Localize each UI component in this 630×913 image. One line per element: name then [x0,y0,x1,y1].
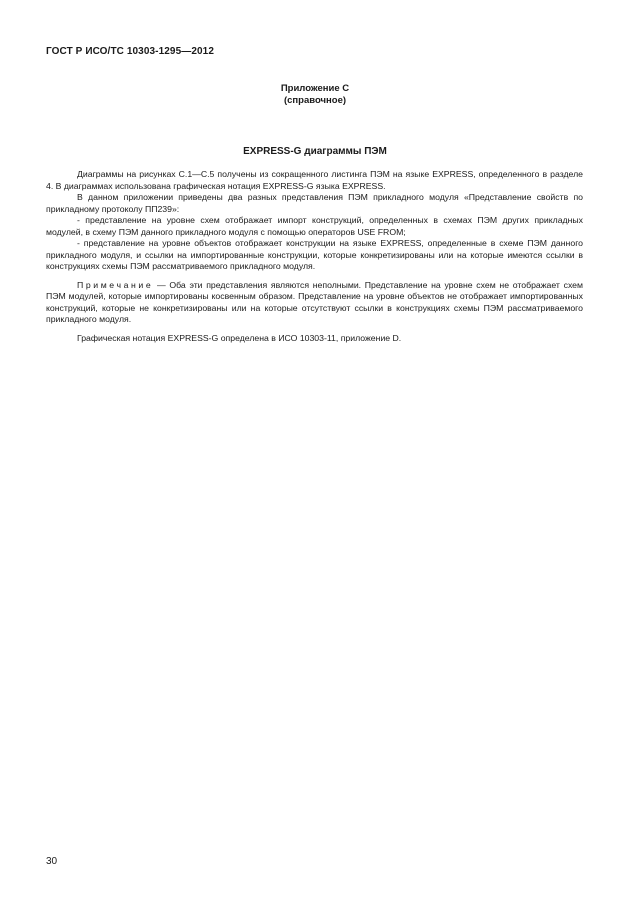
document-header: ГОСТ Р ИСО/ТС 10303-1295—2012 [46,46,214,57]
annex-title: Приложение С [280,83,350,94]
annex-heading [0,83,630,107]
page-number: 30 [46,856,58,867]
paragraph-schema-level: - представление на уровне схем отображает импорт конструкций, определенных в схемах ПЭМ других прикладных модулей, в схему ПЭМ данного прикладного модуля с помощью операторов USE FROM; [46,215,583,237]
note-text: — Оба эти представления являются неполными. Представление на уровне схем не отображает схем ПЭМ модулей, которые импортированы косвенным образом. Представление на уровне объектов не отображает импортированных конструкций, которые не конкретизированы или на которые отсутствуют ссылки в конструкциях схемы ПЭМ рассматриваемого прикладного модуля. [46,279,583,324]
body-text [46,169,583,344]
note-label: Примечание [77,279,154,290]
paragraph-entity-level: - представление на уровне объектов отображает конструкции на языке EXPRESS, определенные в схеме ПЭМ данного прикладного модуля, и ссылки на импортированные конструкции, которые конкретизированы или на которые имеются ссылки в конструкциях схемы ПЭМ рассматриваемого прикладного модуля. [46,238,583,271]
paragraph-representations: В данном приложении приведены два разных представления ПЭМ прикладного модуля «Представление свойств по прикладному протоколу ПП239»: [46,192,583,214]
note-paragraph [46,280,583,326]
annex-subtitle: (справочное) [283,95,347,106]
paragraph-intro: Диаграммы на рисунках С.1—С.5 получены из сокращенного листинга ПЭМ на языке EXPRESS, определенного в разделе 4. В диаграммах использована графическая нотация EXPRESS-G языка EXPRESS. [46,169,583,191]
section-title: EXPRESS-G диаграммы ПЭМ [243,146,387,157]
paragraph-notation: Графическая нотация EXPRESS-G определена в ИСО 10303-11, приложение D. [77,332,402,343]
